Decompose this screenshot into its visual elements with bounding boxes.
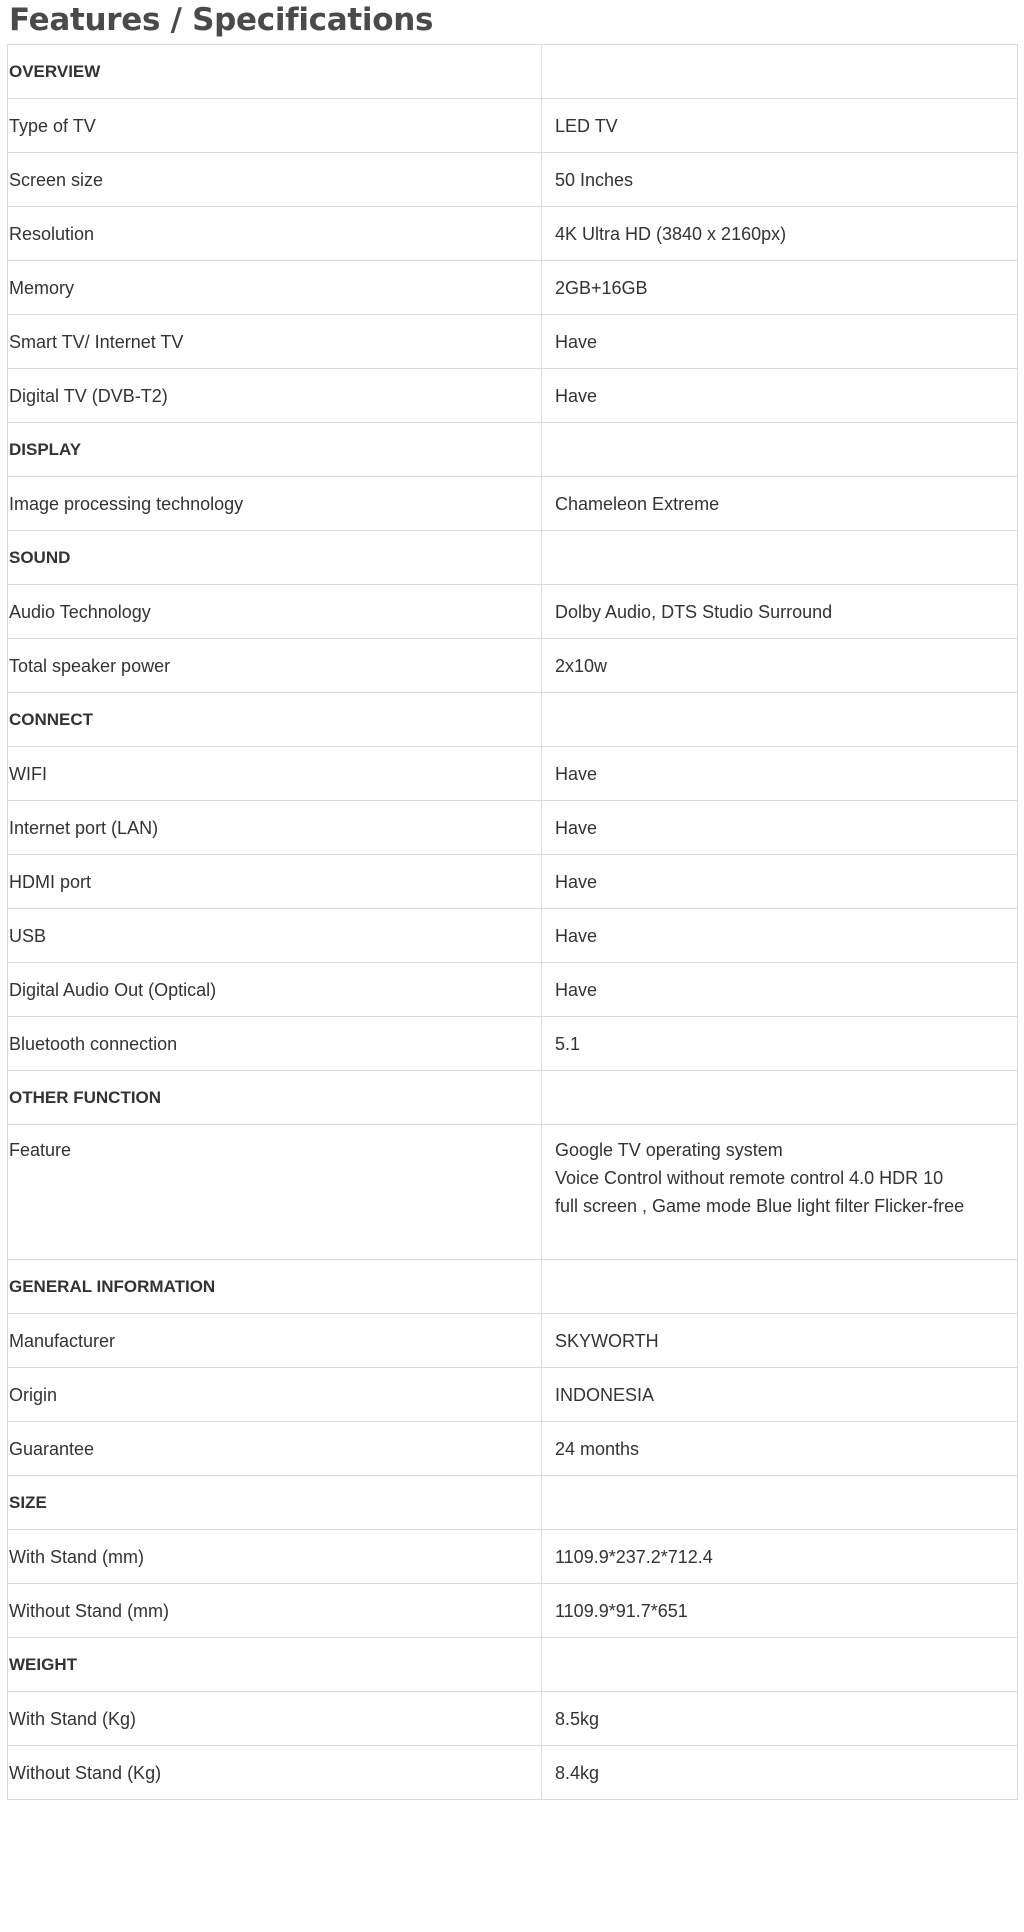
table-row [8, 1368, 1018, 1422]
spec-value: INDONESIA [542, 1368, 1018, 1422]
spec-label: Guarantee [8, 1422, 542, 1476]
spec-value [542, 1125, 1018, 1260]
feature-line: Voice Control without remote control 4.0 HDR 10 [555, 1168, 944, 1188]
table-row [8, 261, 1018, 315]
spec-value: Chameleon Extreme [542, 477, 1018, 531]
table-row [8, 963, 1018, 1017]
spec-value: 24 months [542, 1422, 1018, 1476]
spec-label: Resolution [8, 207, 542, 261]
spec-label: With Stand (Kg) [8, 1692, 542, 1746]
table-row [8, 1422, 1018, 1476]
empty-cell [542, 1260, 1018, 1314]
table-row [8, 1314, 1018, 1368]
empty-cell [542, 1638, 1018, 1692]
table-row [8, 99, 1018, 153]
spec-label: WIFI [8, 747, 542, 801]
section-header-row [8, 1071, 1018, 1125]
table-row [8, 1125, 1018, 1260]
spec-value: Dolby Audio, DTS Studio Surround [542, 585, 1018, 639]
spec-label: Smart TV/ Internet TV [8, 315, 542, 369]
spec-value: LED TV [542, 99, 1018, 153]
section-header-row [8, 45, 1018, 99]
section-heading: SIZE [8, 1476, 542, 1530]
table-row [8, 855, 1018, 909]
spec-label: Bluetooth connection [8, 1017, 542, 1071]
table-row [8, 909, 1018, 963]
spec-value: Have [542, 369, 1018, 423]
table-row [8, 1017, 1018, 1071]
spec-value: Have [542, 963, 1018, 1017]
spec-value: 1109.9*91.7*651 [542, 1584, 1018, 1638]
section-header-row [8, 531, 1018, 585]
table-row [8, 639, 1018, 693]
empty-cell [542, 1476, 1018, 1530]
feature-line: full screen , Game mode Blue light filter Flicker-free [555, 1196, 965, 1216]
spec-value: Have [542, 909, 1018, 963]
spec-label: With Stand (mm) [8, 1530, 542, 1584]
spec-label: HDMI port [8, 855, 542, 909]
empty-cell [542, 423, 1018, 477]
empty-cell [542, 1071, 1018, 1125]
empty-cell [542, 693, 1018, 747]
spec-value: 1109.9*237.2*712.4 [542, 1530, 1018, 1584]
spec-label: Without Stand (mm) [8, 1584, 542, 1638]
spec-value: 8.4kg [542, 1746, 1018, 1800]
section-header-row [8, 1476, 1018, 1530]
page-title: Features / Specifications [9, 2, 434, 38]
table-row [8, 1692, 1018, 1746]
spec-label: USB [8, 909, 542, 963]
feature-line: Google TV operating system [555, 1140, 783, 1160]
spec-label: Type of TV [8, 99, 542, 153]
section-heading: OTHER FUNCTION [8, 1071, 542, 1125]
spec-value: Have [542, 855, 1018, 909]
table-row [8, 1584, 1018, 1638]
spec-value: 2x10w [542, 639, 1018, 693]
spec-value: Have [542, 315, 1018, 369]
empty-cell [542, 531, 1018, 585]
spec-label: Internet port (LAN) [8, 801, 542, 855]
spec-label: Screen size [8, 153, 542, 207]
spec-label: Image processing technology [8, 477, 542, 531]
section-heading: CONNECT [8, 693, 542, 747]
table-row [8, 585, 1018, 639]
empty-cell [542, 45, 1018, 99]
spec-value: Have [542, 801, 1018, 855]
section-header-row [8, 1260, 1018, 1314]
section-header-row [8, 423, 1018, 477]
spec-value: Have [542, 747, 1018, 801]
section-heading: GENERAL INFORMATION [8, 1260, 542, 1314]
spec-label: Audio Technology [8, 585, 542, 639]
table-row [8, 477, 1018, 531]
spec-value: 50 Inches [542, 153, 1018, 207]
section-header-row [8, 1638, 1018, 1692]
table-row [8, 207, 1018, 261]
table-row [8, 315, 1018, 369]
table-row [8, 1746, 1018, 1800]
spec-label: Without Stand (Kg) [8, 1746, 542, 1800]
spec-label: Feature [8, 1125, 542, 1260]
spec-label: Manufacturer [8, 1314, 542, 1368]
table-row [8, 801, 1018, 855]
table-row [8, 153, 1018, 207]
spec-value: 5.1 [542, 1017, 1018, 1071]
spec-value: 4K Ultra HD (3840 x 2160px) [542, 207, 1018, 261]
spec-value: 8.5kg [542, 1692, 1018, 1746]
spec-value: SKYWORTH [542, 1314, 1018, 1368]
spec-label: Memory [8, 261, 542, 315]
spec-label: Digital Audio Out (Optical) [8, 963, 542, 1017]
spec-label: Origin [8, 1368, 542, 1422]
section-header-row [8, 693, 1018, 747]
section-heading: SOUND [8, 531, 542, 585]
table-row [8, 747, 1018, 801]
spec-label: Digital TV (DVB-T2) [8, 369, 542, 423]
section-heading: DISPLAY [8, 423, 542, 477]
section-heading: WEIGHT [8, 1638, 542, 1692]
specifications-table [7, 44, 1018, 1800]
table-row [8, 369, 1018, 423]
spec-label: Total speaker power [8, 639, 542, 693]
spec-value: 2GB+16GB [542, 261, 1018, 315]
table-row [8, 1530, 1018, 1584]
section-heading: OVERVIEW [8, 45, 542, 99]
